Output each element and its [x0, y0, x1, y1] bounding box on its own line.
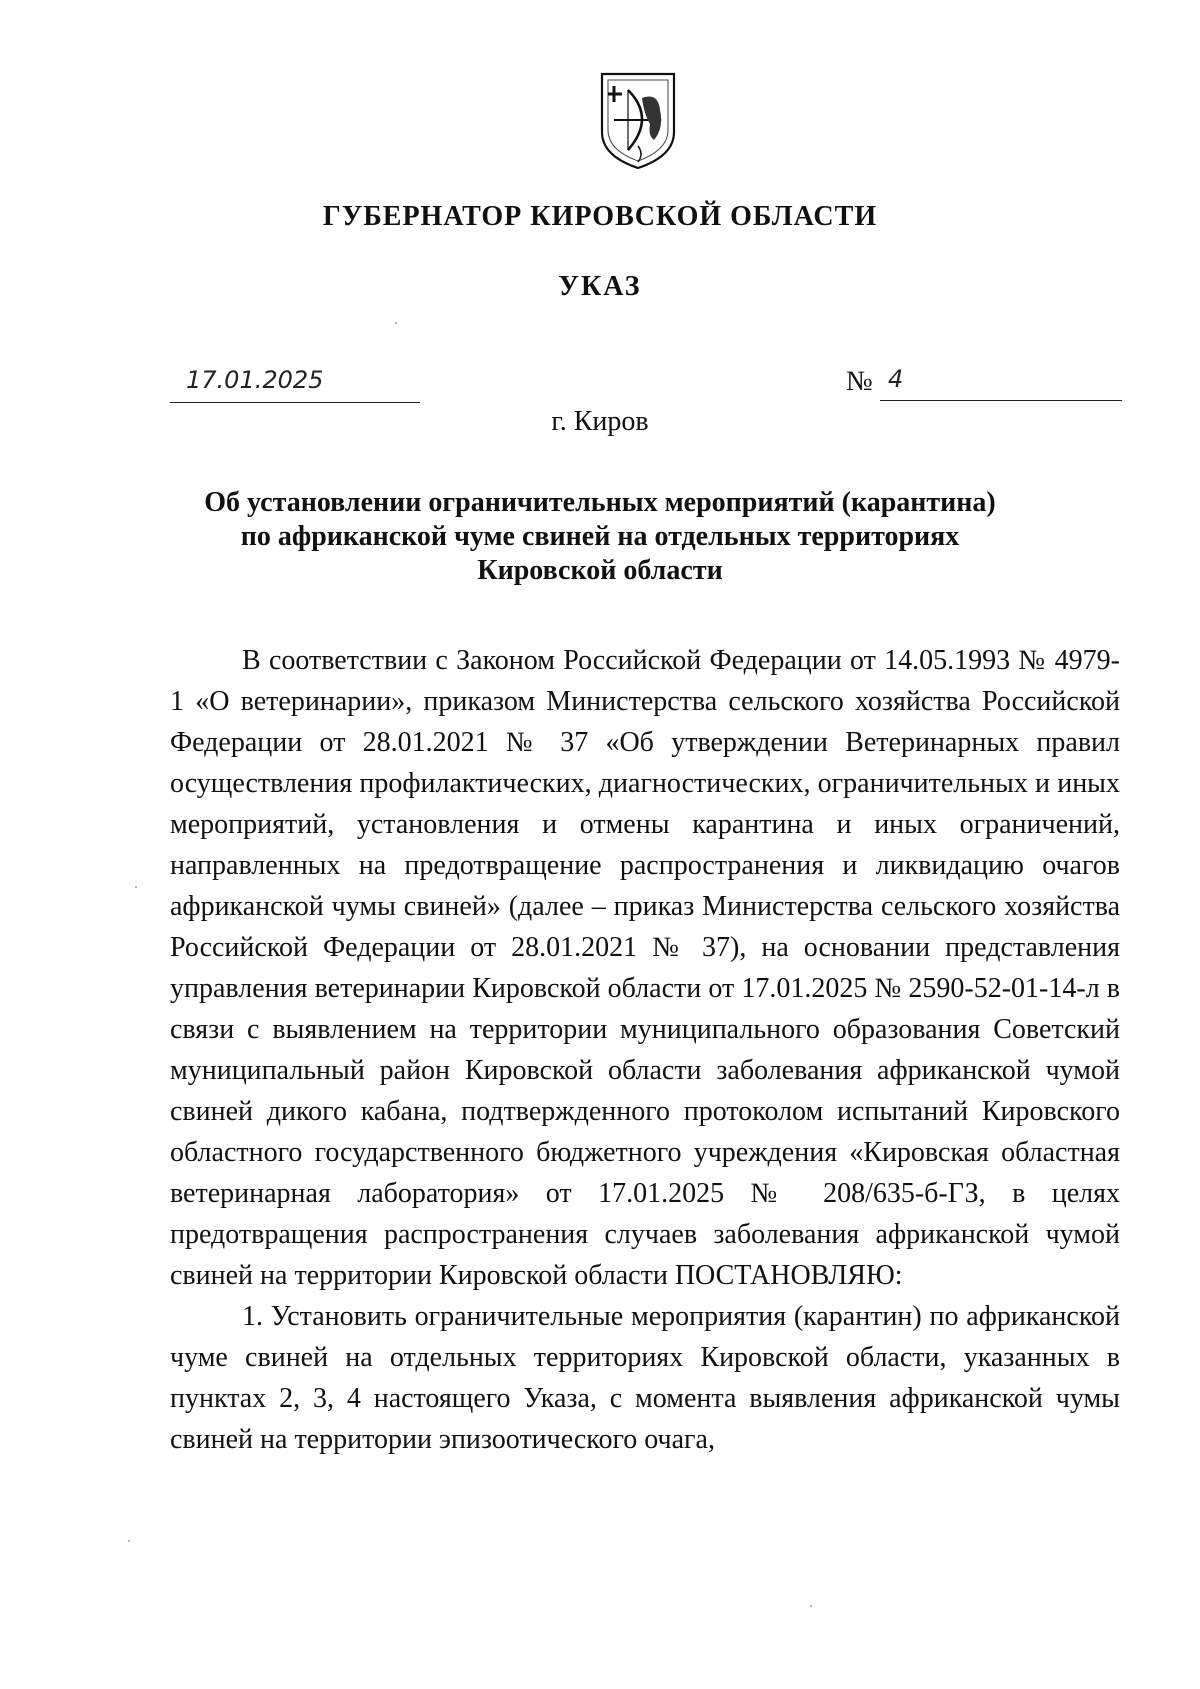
- title-line-3: Кировской области: [477, 555, 723, 586]
- item-1-paragraph: 1. Установить ограничительные мероприятия (карантин) по африканской чуме свиней на отдельных территориях Кировской области, указанных в пунктах 2, 3, 4 настоящего Указа, с момента выявления африканской чумы свиней на территории эпизоотического очага,: [170, 1301, 1120, 1455]
- number-underline: [880, 400, 1122, 401]
- preamble-paragraph: В соответствии с Законом Российской Федерации от 14.05.1993 № 4979-1 «О ветеринарии», приказом Министерства сельского хозяйства Российской Федерации от 28.01.2021 № 37 «Об утверждении Ветеринарных правил осуществления профилактических, диагностических, ограничительных и иных мероприятий, установления и отмены карантина и иных ограничений, направленных на предотвращение распространения и ликвидацию очагов африканской чумы свиней» (далее – приказ Министерства сельского хозяйства Российской Федерации от 28.01.2021 № 37), на основании представления управления ветеринарии Кировской области от 17.01.2025 № 2590-52-01-14-л в связи с выявлением на территории муниципального образования Советский муниципальный район Кировской области заболевания африканской чумой свиней дикого кабана, подтвержденного протоколом испытаний Кировского областного государственного бюджетного учреждения «Кировская областная ветеринарная лаборатория» от 17.01.2025 № 208/635-б-ГЗ, в целях предотвращения распространения случаев заболевания африканской чумой свиней на территории Кировской области ПОСТАНОВЛЯЮ:: [170, 645, 1120, 1291]
- document-body: [170, 640, 1120, 1460]
- scan-speck: [395, 322, 397, 324]
- scan-speck: [128, 1540, 130, 1542]
- issuing-authority: ГУБЕРНАТОР КИРОВСКОЙ ОБЛАСТИ: [322, 201, 878, 232]
- number-label: №: [846, 366, 873, 397]
- document-title: [100, 486, 1100, 588]
- title-line-1: Об установлении ограничительных мероприятий (карантина): [204, 487, 996, 518]
- document-number: 4: [888, 365, 904, 393]
- scan-speck: [135, 886, 137, 888]
- document-type: УКАЗ: [558, 271, 642, 302]
- date-underline: [170, 402, 420, 403]
- scan-speck: [810, 1605, 812, 1607]
- city: г. Киров: [551, 406, 649, 437]
- title-line-2: по африканской чуме свиней на отдельных территориях: [240, 521, 960, 552]
- coat-of-arms-icon: [598, 70, 678, 172]
- document-date: 17.01.2025: [186, 366, 324, 394]
